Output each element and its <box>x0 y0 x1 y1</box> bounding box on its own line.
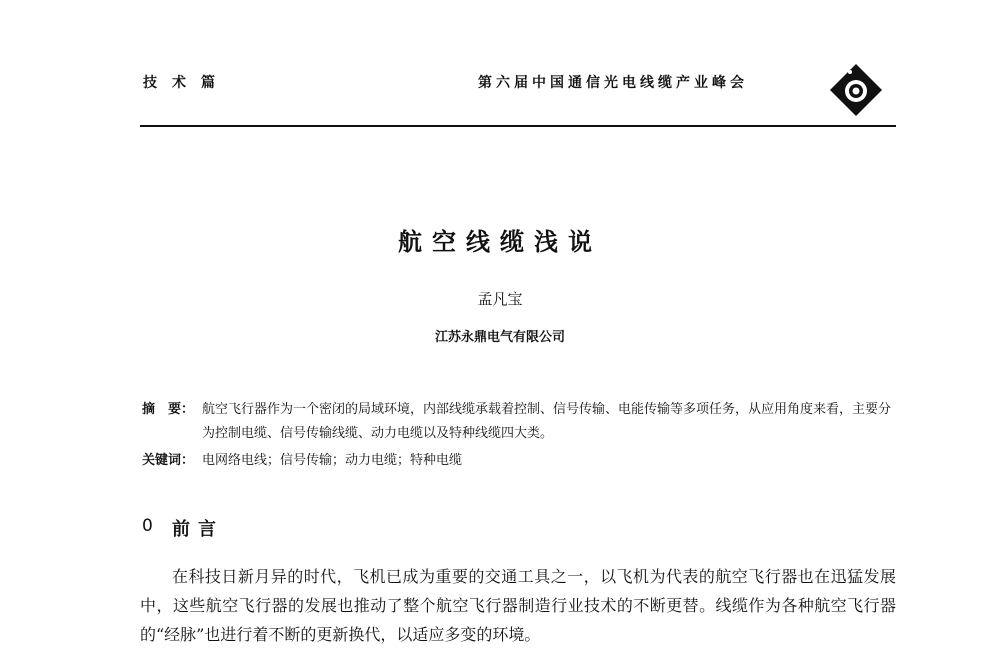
keywords-text: 电网络电线；信号传输；动力电缆；特种电缆 <box>202 453 463 468</box>
running-header-right: 第六届中国通信光电线缆产业峰会 <box>478 75 748 91</box>
header-rule <box>140 125 896 127</box>
section-title: 前言 <box>172 519 224 540</box>
keywords-label: 关键词： <box>142 453 195 468</box>
abstract-label: 摘 要： <box>142 402 195 417</box>
body-text <box>140 562 896 649</box>
conference-logo-icon <box>826 60 886 120</box>
running-header-left: 技术篇 <box>143 75 230 91</box>
paragraph: 在科技日新月异的时代，飞机已成为重要的交通工具之一，以飞机为代表的航空飞行器也在迅猛发展中，这些航空飞行器的发展也推动了整个航空飞行器制造行业技术的不断更替。线缆作为各种航空飞行器的“经脉”也进行着不断的更新换代，以适应多变的环境。 <box>140 567 896 644</box>
author-name: 孟凡宝 <box>477 290 523 308</box>
section-number: 0 <box>142 516 153 536</box>
author-affiliation: 江苏永鼎电气有限公司 <box>434 330 565 345</box>
paper-title: 航空线缆浅说 <box>398 228 602 256</box>
abstract-text: 航空飞行器作为一个密闭的局域环境，内部线缆承载着控制、信号传输、电能传输等多项任务，从应用角度来看，主要分为控制电缆、信号传输线缆、动力电缆以及特种线缆四大类。 <box>202 402 892 441</box>
